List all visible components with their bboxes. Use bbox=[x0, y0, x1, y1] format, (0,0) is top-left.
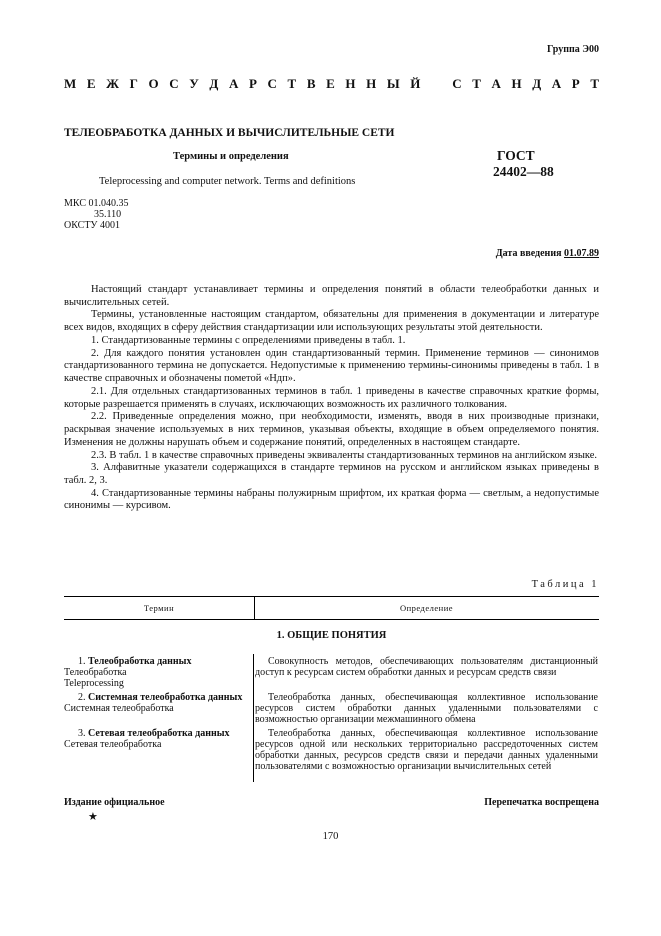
mks-code-2: 35.110 bbox=[94, 209, 122, 220]
banner-letter: Й bbox=[410, 76, 421, 91]
banner-letter: Е bbox=[326, 76, 335, 91]
table-row-definition: Телеобработка данных, обеспечивающая коллективное использование ресурсов одной или нескольких территориально рассредоточенных систем обработки данных, ресурсов средств связи и передачи данных удаленными пользователями с возможностью организации вычислительных сетей bbox=[255, 728, 598, 772]
gost-code: 24402—88 bbox=[493, 164, 554, 179]
banner-letter: С bbox=[267, 76, 277, 91]
banner-letter: Т bbox=[472, 76, 481, 91]
document-subtitle: Термины и определения bbox=[173, 151, 289, 162]
term-short: Сетевая телеобработка bbox=[64, 739, 162, 750]
banner-letter: Д bbox=[209, 76, 219, 91]
intro-date-value: 01.07.89 bbox=[564, 248, 599, 259]
section-heading: 1. ОБЩИЕ ПОНЯТИЯ bbox=[276, 630, 387, 641]
banner-letter: Ы bbox=[386, 76, 400, 91]
banner-letter: Е bbox=[86, 76, 96, 91]
paragraph: 1. Стандартизованные термины с определениями приведены в табл. 1. bbox=[91, 334, 406, 346]
table-row-definition: Телеобработка данных, обеспечивающая коллективное использование ресурсов систем обработки данных удаленными пользователями с возможностью организации межмашинного обмена bbox=[255, 692, 598, 725]
banner-letter: Т bbox=[590, 76, 599, 91]
paragraph: 2. Для каждого понятия установлен один стандартизованный термин. Применение терминов — синонимов стандартизованного термина не допускается. Недопустимые к применению термины-синонимы приведены в табл. 1 в качестве справочных и обозначены пометой «Ндп». bbox=[64, 347, 599, 385]
body-text bbox=[64, 284, 599, 513]
official-edition-note: Издание официальное bbox=[64, 797, 165, 808]
paragraph: 4. Стандартизованные термины набраны полужирным шрифтом, их краткая форма — светлым, а недопустимые синонимы — курсивом. bbox=[64, 487, 599, 512]
banner-letter: М bbox=[64, 76, 77, 91]
document-title: ТЕЛЕОБРАБОТКА ДАННЫХ И ВЫЧИСЛИТЕЛЬНЫЕ СЕТИ bbox=[64, 127, 395, 139]
banner-letter: А bbox=[491, 76, 501, 91]
page-number: 170 bbox=[322, 831, 339, 842]
banner-letter: Д bbox=[532, 76, 542, 91]
paragraph: 3. Алфавитные указатели содержащихся в стандарте терминов на русском и английском языках приведены в табл. 2, 3. bbox=[64, 462, 599, 486]
reprint-prohibited-note: Перепечатка воспрещена bbox=[484, 797, 599, 808]
intro-date-label: Дата введения bbox=[495, 248, 562, 259]
paragraph: Термины, установленные настоящим стандартом, обязательны для применения в документации и литературе всех видов, входящих в сферу действия стандартизации или использующих результаты этой деятельности. bbox=[64, 309, 599, 334]
banner-letter: Н bbox=[345, 76, 356, 91]
table-header bbox=[64, 596, 599, 620]
table-row-definition: Совокупность методов, обеспечивающих пользователям дистанционный доступ к ресурсам систем обработки данных и ресурсам средств связи bbox=[255, 656, 598, 678]
banner-letter: Т bbox=[287, 76, 297, 91]
term-main: Системная телеобработка данных bbox=[88, 692, 243, 703]
term-number: 2. bbox=[78, 692, 86, 703]
banner-letter: Н bbox=[511, 76, 522, 91]
intro-date bbox=[496, 248, 599, 259]
classification-codes bbox=[64, 198, 128, 231]
banner-letter: Р bbox=[571, 76, 580, 91]
banner-letter: С bbox=[169, 76, 179, 91]
table-row-term bbox=[64, 728, 250, 750]
table-row-term bbox=[64, 692, 250, 714]
banner-letter: Ж bbox=[106, 76, 120, 91]
standard-banner bbox=[64, 76, 599, 92]
banner-letter: Н bbox=[366, 76, 377, 91]
banner-letter: Р bbox=[248, 76, 257, 91]
banner-letter: О bbox=[148, 76, 159, 91]
column-header-term: Термин bbox=[143, 603, 175, 613]
group-code: Группа Э00 bbox=[547, 44, 599, 55]
table-row-term bbox=[64, 656, 250, 689]
gost-number bbox=[493, 148, 554, 180]
term-number: 3. bbox=[78, 728, 86, 739]
term-short: Телеобработка bbox=[64, 667, 127, 678]
term-english: Teleprocessing bbox=[64, 678, 124, 689]
banner-letter: С bbox=[452, 76, 462, 91]
mks-code: МКС 01.040.35 bbox=[64, 198, 129, 209]
term-main: Телеобработка данных bbox=[88, 656, 192, 667]
paragraph: Настоящий стандарт устанавливает термины и определения понятий в области телеобработки данных и вычислительных сетей. bbox=[64, 284, 599, 308]
okstu-code: ОКСТУ 4001 bbox=[64, 220, 121, 231]
banner-letter: Г bbox=[129, 76, 138, 91]
gost-label: ГОСТ bbox=[497, 148, 535, 163]
term-main: Сетевая телеобработка данных bbox=[88, 728, 230, 739]
star-icon: ★ bbox=[88, 811, 98, 823]
paragraph: 2.3. В табл. 1 в качестве справочных приведены эквиваленты стандартизованных терминов на английском языке. bbox=[91, 449, 598, 461]
column-header-definition: Определение bbox=[399, 603, 454, 613]
english-title: Teleprocessing and computer network. Terms and definitions bbox=[99, 176, 356, 187]
table-caption: Таблица 1 bbox=[531, 579, 599, 590]
banner-letter: В bbox=[306, 76, 316, 91]
paragraph: 2.2. Приведенные определения можно, при необходимости, изменять, вводя в них производные признаки, раскрывая значение используемых в них терминов, указывая объекты, входящие в объем определяемого понятия. Изменения не должны нарушать объем и содержание понятий, определенных в настоящем стандарте. bbox=[64, 411, 599, 448]
banner-letter: А bbox=[551, 76, 562, 91]
column-divider bbox=[253, 654, 254, 782]
term-number: 1. bbox=[78, 656, 86, 667]
banner-letter: А bbox=[228, 76, 239, 91]
banner-letter: У bbox=[189, 76, 199, 91]
paragraph: 2.1. Для отдельных стандартизованных терминов в табл. 1 приведены в качестве справочных краткие формы, которые разрешается применять в случаях, исключающих возможность их различного толкования. bbox=[64, 385, 599, 410]
term-short: Системная телеобработка bbox=[64, 703, 174, 714]
